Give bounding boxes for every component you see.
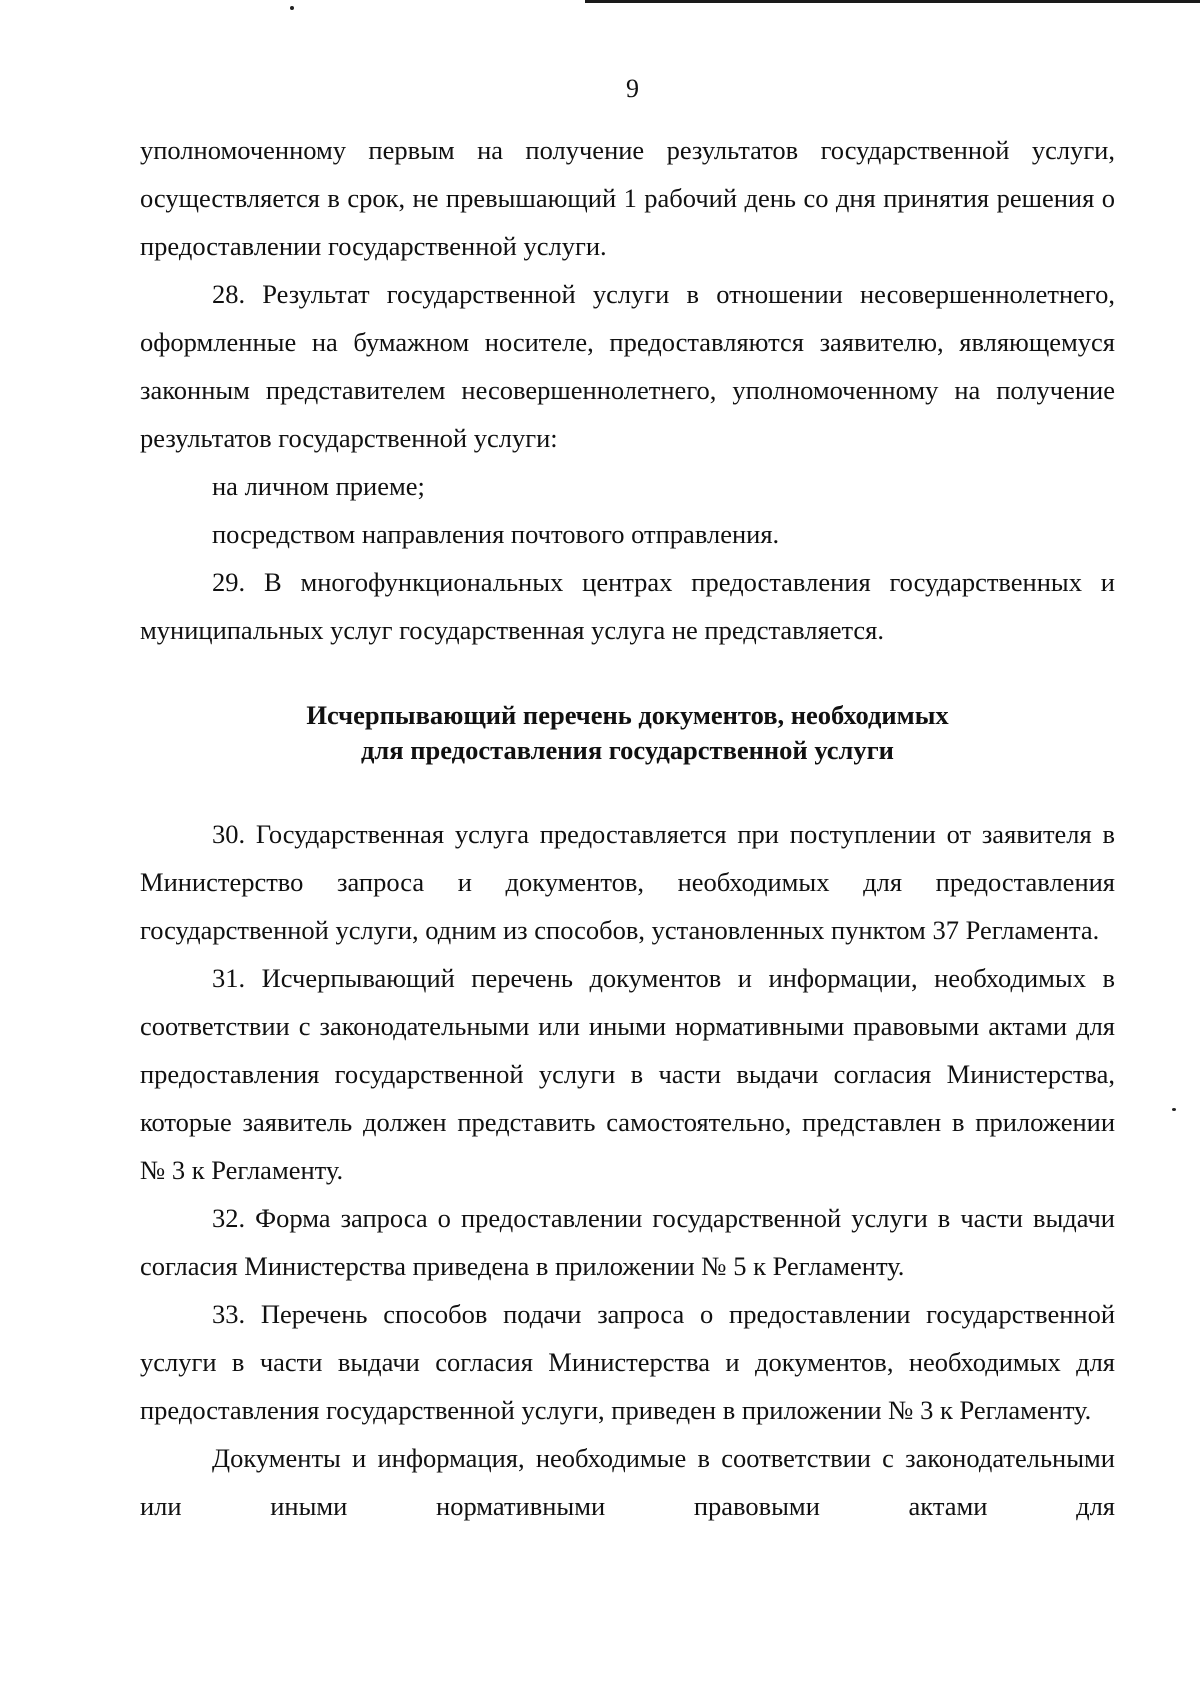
paragraph-31: 31. Исчерпывающий перечень документов и информации, необходимых в соответствии с законодательными или иными нормативными правовыми актами для предоставления государственной услуги в части выдачи согласия Министерства, которые заявитель должен представить самостоятельно, представлен в приложении № 3 к Регламенту.	[140, 963, 1115, 1185]
scan-speck	[290, 6, 294, 10]
paragraph-continuation: уполномоченному первым на получение результатов государственной услуги, осуществляется в срок, не превышающий 1 рабочий день со дня принятия решения о предоставлении государственной услуги.	[140, 135, 1115, 261]
paragraph-28-item-personal: на личном приеме;	[212, 471, 425, 501]
section-heading-line-2: для предоставления государственной услуги	[361, 735, 894, 765]
paragraph-32: 32. Форма запроса о предоставлении государственной услуги в части выдачи согласия Министерства приведена в приложении № 5 к Регламенту.	[140, 1203, 1115, 1281]
scan-speck	[1172, 1108, 1176, 1111]
paragraph-33: 33. Перечень способов подачи запроса о предоставлении государственной услуги в части выдачи согласия Министерства и документов, необходимых для предоставления государственной услуги, приведен в приложении № 3 к Регламенту.	[140, 1299, 1115, 1425]
paragraph-28-item-mail: посредством направления почтового отправления.	[212, 519, 780, 549]
paragraph-29: 29. В многофункциональных центрах предоставления государственных и муниципальных услуг государственная услуга не представляется.	[140, 567, 1115, 645]
paragraph-30: 30. Государственная услуга предоставляется при поступлении от заявителя в Министерство запроса и документов, необходимых для предоставления государственной услуги, одним из способов, установленных пунктом 37 Регламента.	[140, 819, 1115, 945]
document-body	[140, 126, 1115, 1530]
paragraph-28: 28. Результат государственной услуги в отношении несовершеннолетнего, оформленные на бумажном носителе, предоставляются заявителю, являющемуся законным представителем несовершеннолетнего, уполномоченному на получение результатов государственной услуги:	[140, 279, 1115, 453]
scan-top-border	[585, 0, 1200, 3]
section-heading-line-1: Исчерпывающий перечень документов, необходимых	[306, 700, 949, 730]
paragraph-documents: Документы и информация, необходимые в соответствии с законодательными или иными нормативными правовыми актами для	[140, 1443, 1115, 1521]
page-number: 9	[626, 74, 639, 103]
section-heading	[140, 698, 1115, 768]
